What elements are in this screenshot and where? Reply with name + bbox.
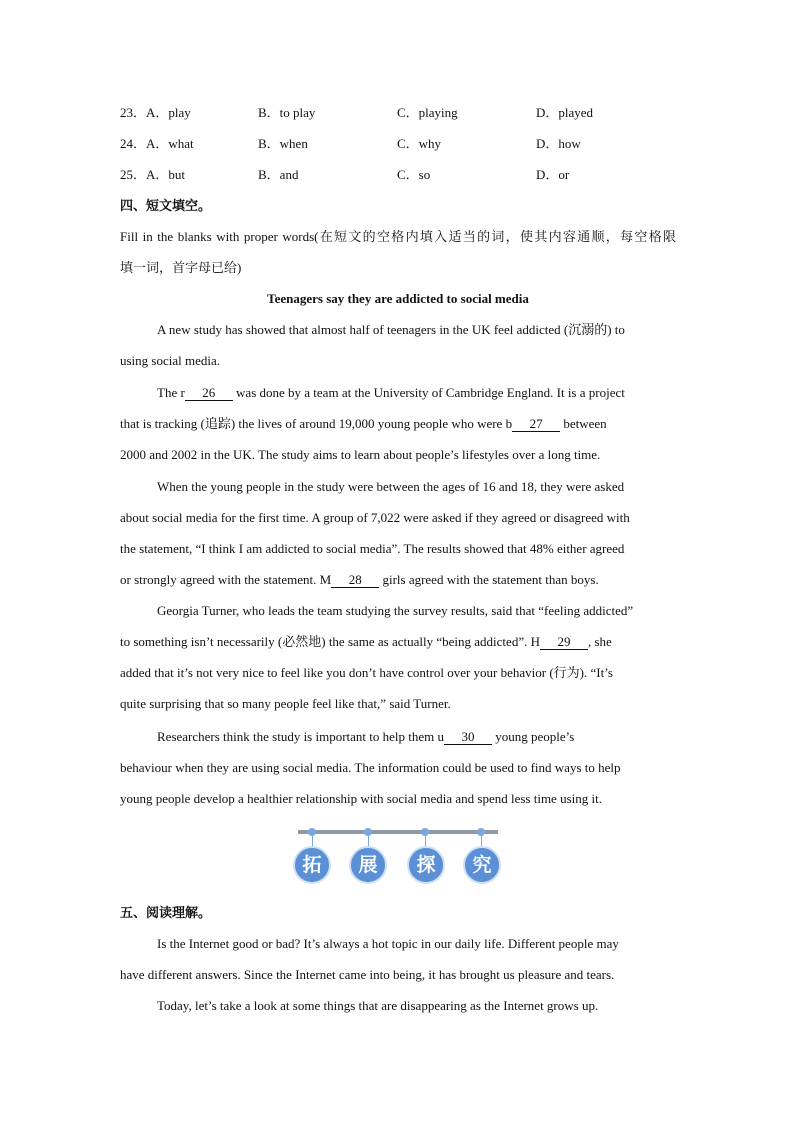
text: , she — [587, 634, 612, 649]
option-a: 24．A．what — [120, 136, 194, 151]
reading-paragraph-2: Today, let’s take a look at some things that are disappearing as the Internet grows up. — [157, 998, 599, 1013]
option-b: B．to play — [258, 105, 316, 120]
reading-paragraph-1-line-2: have different answers. Since the Internet came into being, it has brought us pleasure and tears. — [120, 967, 615, 982]
paragraph-5-line-2: behaviour when they are using social media. The information could be used to find ways to help — [120, 760, 621, 775]
passage-title: Teenagers say they are addicted to social media — [267, 291, 529, 306]
paragraph-4-line-2 — [120, 633, 676, 651]
blank-28[interactable]: 28 — [331, 572, 379, 588]
banner-char-4: 究 — [463, 846, 501, 884]
paragraph-4-line-1: Georgia Turner, who leads the team studying the survey results, said that “feeling addicted” — [157, 603, 634, 618]
paragraph-2-line-2 — [120, 415, 676, 433]
instruction-line-1: Fill in the blanks with proper words(在短文的空格内填入适当的词，使其内容通顺，每空格限 — [120, 229, 676, 244]
paragraph-4-line-3: added that it’s not very nice to feel like you don’t have control over your behavior (行为). “It’s — [120, 665, 613, 680]
text: that is tracking (追踪) the lives of around 19,000 young people who were b — [120, 416, 513, 431]
paragraph-3-line-3: the statement, “I think I am addicted to social media”. The results showed that 48% either agreed — [120, 541, 625, 556]
reading-paragraph-1-line-1: Is the Internet good or bad? It’s always a hot topic in our daily life. Different people may — [157, 936, 619, 951]
paragraph-1-line-2: using social media. — [120, 353, 221, 368]
expand-explore-banner — [290, 826, 504, 888]
paragraph-4-line-4: quite surprising that so many people feel like that,” said Turner. — [120, 696, 451, 711]
paragraph-3-line-2: about social media for the first time. A group of 7,022 were asked if they agreed or disagreed with — [120, 510, 630, 525]
text: was done by a team at the University of Cambridge England. It is a project — [232, 385, 625, 400]
text: The r — [157, 385, 185, 400]
section-4-heading: 四、短文填空。 — [120, 198, 212, 213]
text: Researchers think the study is important to help them u — [157, 729, 445, 744]
text: to something isn’t necessarily (必然地) the same as actually “being addicted”. H — [120, 634, 540, 649]
paragraph-1-line-1: A new study has showed that almost half of teenagers in the UK feel addicted (沉溺的) to — [157, 322, 625, 337]
text: or strongly agreed with the statement. M — [120, 572, 332, 587]
option-b: B．when — [258, 136, 308, 151]
paragraph-5-line-3: young people develop a healthier relationship with social media and spend less time using it. — [120, 791, 602, 806]
option-d: D．played — [536, 105, 594, 120]
blank-29[interactable]: 29 — [540, 634, 588, 650]
banner-char-3: 探 — [407, 846, 445, 884]
blank-27[interactable]: 27 — [512, 416, 560, 432]
blank-26[interactable]: 26 — [185, 385, 233, 401]
option-a: 23．A．play — [120, 105, 191, 120]
rail-stem — [368, 834, 369, 846]
option-c: C．why — [397, 136, 442, 151]
option-c: C．playing — [397, 105, 458, 120]
text: girls agreed with the statement than boys. — [379, 572, 599, 587]
banner-char-2: 展 — [349, 846, 387, 884]
blank-30[interactable]: 30 — [444, 729, 492, 745]
option-b: B．and — [258, 167, 299, 182]
option-d: D．or — [536, 167, 570, 182]
instruction-line-2: 填一词，首字母已给) — [120, 260, 242, 275]
banner-char-1: 拓 — [293, 846, 331, 884]
text: young people’s — [492, 729, 575, 744]
paragraph-3-line-1: When the young people in the study were between the ages of 16 and 18, they were asked — [157, 479, 625, 494]
option-a: 25．A．but — [120, 167, 186, 182]
paragraph-2-line-3: 2000 and 2002 in the UK. The study aims to learn about people’s lifestyles over a long time. — [120, 447, 601, 462]
rail-stem — [425, 834, 426, 846]
section-5-heading: 五、阅读理解。 — [120, 905, 212, 920]
paragraph-5-line-1 — [120, 728, 676, 746]
text: between — [560, 416, 607, 431]
option-d: D．how — [536, 136, 581, 151]
banner-rail — [298, 830, 498, 834]
rail-stem — [312, 834, 313, 846]
paragraph-3-line-4 — [120, 571, 676, 589]
paragraph-2-line-1 — [120, 384, 676, 402]
option-c: C．so — [397, 167, 431, 182]
rail-stem — [481, 834, 482, 846]
